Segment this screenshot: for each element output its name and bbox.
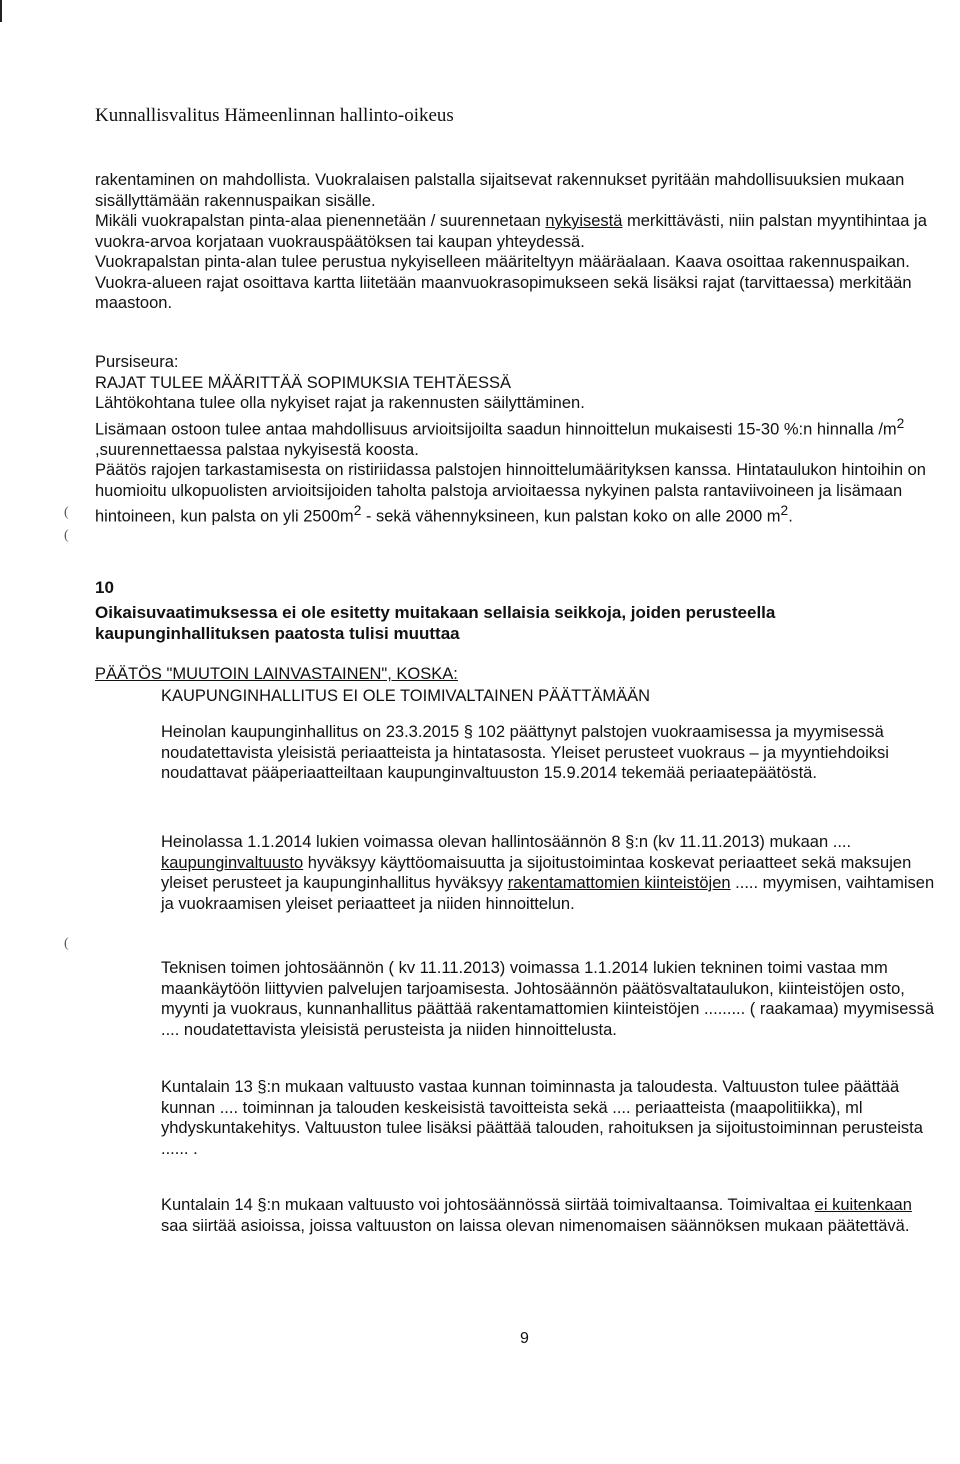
- intro-paragraph-2: Mikäli vuokrapalstan pinta-alaa pienennetään / suurennetaan nykyisestä merkittävästi, niin palstan myyntihintaa ja vuokra-arvoa korjataan vuokrauspäätöksen tai kaupan yhteydessä.: [95, 212, 927, 251]
- pursiseura-line-2: Lisämaan ostoon tulee antaa mahdollisuus arvioitsijoilta saadun hinnoittelun mukaisesti 15-30 %:n hinnalla $/m^2$ ,suurennettaessa palstaa nykyisestä koosta.: [95, 415, 905, 459]
- margin-mark: (: [64, 505, 69, 520]
- pursiseura-line-3: Päätös rajojen tarkastamisesta on ristiriidassa palstojen hinnoittelumäärityksen kanssa. Hintataulukon hintoihin on huomioitu ulkopuolisten arvioitsijoiden taholta palstoja arvioitaessa nykyinen palsta rantaviivoineen ja lisämaan hintoineen, kun palsta on yli $2500m^2$ - sekä vähennyksineen, kun palstan koko on alle 2000 $m^2$.: [95, 461, 926, 526]
- paragraph-5: Kuntalain 14 §:n mukaan valtuusto voi johtosäännössä siirtää toimivaltaansa. Toimivaltaa ei kuitenkaan saa siirtää asioissa, joissa valtuuston on laissa olevan nimenomaisen säännöksen mukaan päätettävä.: [161, 1196, 912, 1235]
- decision-heading: PÄÄTÖS "MUUTOIN LAINVASTAINEN", KOSKA:: [95, 665, 458, 683]
- intro-section: [95, 170, 955, 314]
- underlined-word: nykyisestä: [545, 212, 623, 230]
- document-header: Kunnallisvalitus Hämeenlinnan hallinto-oikeus: [95, 105, 454, 126]
- margin-mark: (: [64, 936, 69, 951]
- decision-subheading: KAUPUNGINHALLITUS EI OLE TOIMIVALTAINEN PÄÄTTÄMÄÄN: [161, 687, 650, 705]
- underlined-ei-kuitenkaan: ei kuitenkaan: [814, 1196, 912, 1214]
- intro-paragraph-1: rakentaminen on mahdollista. Vuokralaisen palstalla sijaitsevat rakennukset pyritään mahdollisuuksien mukaan sisällyttämään rakennuspaikan sisälle.: [95, 171, 905, 210]
- pursiseura-heading: RAJAT TULEE MÄÄRITTÄÄ SOPIMUKSIA TEHTÄESSÄ: [95, 373, 511, 392]
- pursiseura-label: Pursiseura:: [95, 353, 179, 371]
- scan-edge-mark: [0, 0, 2, 22]
- underlined-kaupunginvaltuusto: kaupunginvaltuusto: [161, 853, 304, 872]
- page-number: 9: [520, 1330, 529, 1347]
- underlined-kiinteistot: rakentamattomien kiinteistöjen: [507, 874, 731, 892]
- margin-mark: (: [64, 528, 69, 543]
- paragraph-4: Kuntalain 13 §:n mukaan valtuusto vastaa kunnan toiminnasta ja taloudesta. Valtuuston tulee päättää kunnan .... toiminnan ja talouden keskeisistä tavoitteista sekä .... periaatteista (maapolitiikka), ml yhdyskuntakehitys. Valtuuston tulee lisäksi päättää talouden, rahoituksen ja sijoitustoiminnan perusteista ...... .: [161, 1078, 923, 1158]
- intro-paragraph-3: Vuokrapalstan pinta-alan tulee perustua nykyiselleen määriteltyyn määräalaan. Kaava osoittaa rakennuspaikan. Vuokra-alueen rajat osoittava kartta liitetään maanvuokrasopimukseen sekä lisäksi rajat (tarvittaessa) merkitään maastoon.: [95, 253, 912, 312]
- section-number: 10: [95, 578, 114, 597]
- paragraph-3: Teknisen toimen johtosäännön ( kv 11.11.2013) voimassa 1.1.2014 lukien tekninen toimi vastaa mm maankäytöön liittyvien palvelujen tarjoamisesta. Johtosäännön päätösvaltataulukon, kiinteistöjen osto, myynti ja vuokraus, kunnanhallitus päättää rakentamattomien kiinteistöjen ......... ( raakamaa) myymisessä .... noudatettavista yleisistä perusteista ja niiden hinnoittelusta.: [161, 959, 935, 1039]
- paragraph-1: Heinolan kaupunginhallitus on 23.3.2015 § 102 päättynyt palstojen vuokraamisessa ja myymisessä noudatettavista yleisistä periaatteista ja hintatasosta. Yleiset perusteet vuokraus – ja myyntiehdoiksi noudattavat pääperiaatteiltaan kaupunginvaltuuston 15.9.2014 tekemää periaatepäätöstä.: [161, 723, 889, 782]
- paragraph-2: Heinolassa 1.1.2014 lukien voimassa olevan hallintosäännön 8 §:n (kv 11.11.2013) mukaan .... kaupunginvaltuusto hyväksyy käyttöomaisuutta ja sijoitustoimintaa koskevat periaatteet sekä maksujen yleiset perusteet ja kaupunginhallitus hyväksyy rakentamattomien kiinteistöjen ..... myymisen, vaihtamisen ja vuokraamisen yleiset periaatteet ja niiden hinnoittelun.: [161, 833, 935, 913]
- section-title: Oikaisuvaatimuksessa ei ole esitetty muitakaan sellaisia seikkoja, joiden perusteella kaupunginhallituksen paatosta tulisi muuttaa: [95, 603, 776, 643]
- pursiseura-line-1: Lähtökohtana tulee olla nykyiset rajat ja rakennusten säilyttäminen.: [95, 394, 585, 412]
- pursiseura-section: [95, 352, 955, 527]
